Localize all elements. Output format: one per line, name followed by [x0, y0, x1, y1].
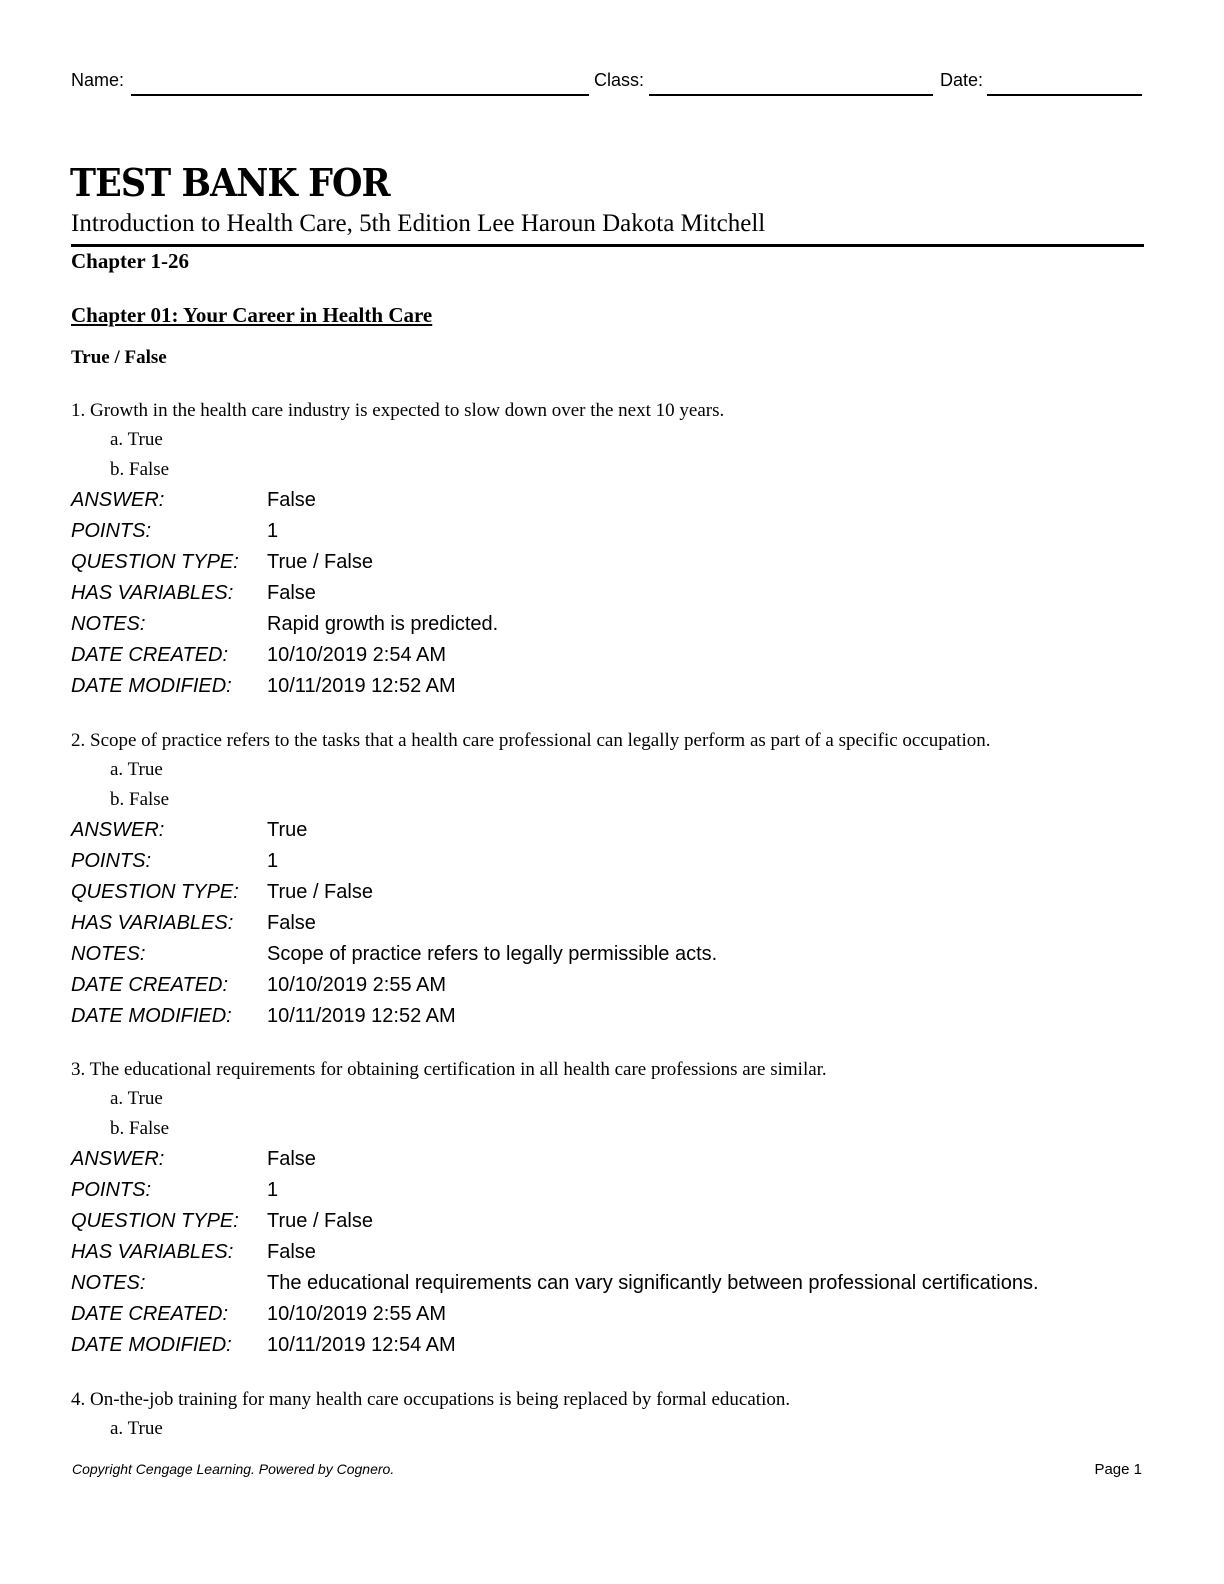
points-row — [71, 516, 1171, 547]
points-value: 1 — [267, 1179, 279, 1201]
choice-a: a. True — [110, 1418, 163, 1439]
answer-label: ANSWER: — [71, 489, 165, 511]
question-type-row — [71, 1206, 1171, 1237]
choice-b: b. False — [110, 459, 170, 480]
chapter-heading: Chapter 01: Your Career in Health Care — [71, 303, 433, 327]
answer-value: False — [267, 1148, 316, 1170]
has-variables-value: False — [267, 912, 316, 934]
date-blank-line — [987, 94, 1142, 96]
points-row — [71, 1175, 1171, 1206]
has-variables-label: HAS VARIABLES: — [71, 1241, 234, 1263]
class-blank-line — [649, 94, 933, 96]
question-type-label: QUESTION TYPE: — [71, 1210, 239, 1232]
class-field[interactable] — [594, 70, 644, 91]
notes-value: Scope of practice refers to legally permissible acts. — [267, 943, 718, 965]
points-label: POINTS: — [71, 850, 152, 872]
answer-value: False — [267, 489, 316, 511]
date-modified-row — [71, 1001, 1171, 1032]
has-variables-row — [71, 578, 1171, 609]
question-type-row — [71, 547, 1171, 578]
date-modified-label: DATE MODIFIED: — [71, 675, 232, 697]
question-type-value: True / False — [267, 881, 373, 903]
notes-label: NOTES: — [71, 943, 146, 965]
has-variables-label: HAS VARIABLES: — [71, 582, 234, 604]
question-type-row — [71, 877, 1171, 908]
page-number: Page 1 — [1094, 1461, 1142, 1478]
date-modified-label: DATE MODIFIED: — [71, 1005, 232, 1027]
notes-value: Rapid growth is predicted. — [267, 613, 499, 635]
date-created-value: 10/10/2019 2:55 AM — [267, 1303, 447, 1325]
notes-label: NOTES: — [71, 1272, 146, 1294]
question-2 — [71, 726, 1171, 1032]
notes-row — [71, 609, 1171, 640]
points-value: 1 — [267, 520, 279, 542]
choice-a: a. True — [110, 429, 163, 450]
name-blank-line — [131, 94, 589, 96]
date-created-label: DATE CREATED: — [71, 974, 229, 996]
date-created-row — [71, 1299, 1171, 1330]
question-type-label: QUESTION TYPE: — [71, 881, 239, 903]
footer-copyright: Copyright Cengage Learning. Powered by Cognero. — [72, 1461, 395, 1477]
points-label: POINTS: — [71, 1179, 152, 1201]
question-1 — [71, 396, 1171, 702]
question-text: 3. The educational requirements for obtaining certification in all health care professions are similar. — [71, 1059, 827, 1080]
date-created-label: DATE CREATED: — [71, 644, 229, 666]
answer-row — [71, 485, 1171, 516]
question-section-type: True / False — [71, 347, 167, 368]
answer-row — [71, 815, 1171, 846]
date-modified-label: DATE MODIFIED: — [71, 1334, 232, 1356]
points-label: POINTS: — [71, 520, 152, 542]
choice-b: b. False — [110, 1118, 170, 1139]
answer-label: ANSWER: — [71, 1148, 165, 1170]
question-type-value: True / False — [267, 1210, 373, 1232]
notes-value: The educational requirements can vary significantly between professional certifications. — [267, 1272, 1039, 1294]
student-info-row — [71, 70, 1143, 98]
date-created-row — [71, 640, 1171, 671]
notes-row — [71, 1268, 1171, 1299]
answer-row — [71, 1144, 1171, 1175]
points-row — [71, 846, 1171, 877]
date-field[interactable] — [940, 70, 983, 91]
class-label: Class: — [594, 70, 645, 90]
date-created-label: DATE CREATED: — [71, 1303, 229, 1325]
notes-row — [71, 939, 1171, 970]
question-3 — [71, 1055, 1171, 1361]
date-modified-row — [71, 1330, 1171, 1361]
date-modified-value: 10/11/2019 12:52 AM — [267, 1005, 456, 1027]
question-text: 1. Growth in the health care industry is expected to slow down over the next 10 years. — [71, 400, 725, 421]
date-modified-value: 10/11/2019 12:52 AM — [267, 675, 456, 697]
name-field[interactable] — [71, 70, 124, 91]
name-label: Name: — [71, 70, 125, 90]
question-type-label: QUESTION TYPE: — [71, 551, 239, 573]
answer-label: ANSWER: — [71, 819, 165, 841]
has-variables-value: False — [267, 1241, 316, 1263]
document-title: TEST BANK FOR — [70, 160, 390, 205]
date-label: Date: — [940, 70, 984, 90]
notes-label: NOTES: — [71, 613, 146, 635]
answer-value: True — [267, 819, 308, 841]
has-variables-value: False — [267, 582, 316, 604]
points-value: 1 — [267, 850, 279, 872]
question-text: 4. On-the-job training for many health care occupations is being replaced by formal education. — [71, 1389, 791, 1410]
date-created-value: 10/10/2019 2:55 AM — [267, 974, 447, 996]
date-modified-value: 10/11/2019 12:54 AM — [267, 1334, 456, 1356]
choice-b: b. False — [110, 789, 170, 810]
date-created-value: 10/10/2019 2:54 AM — [267, 644, 447, 666]
date-modified-row — [71, 671, 1171, 702]
choice-a: a. True — [110, 759, 163, 780]
chapters-range: Chapter 1-26 — [71, 249, 190, 273]
date-created-row — [71, 970, 1171, 1001]
question-4 — [71, 1385, 1171, 1444]
book-subtitle: Introduction to Health Care, 5th Edition Lee Haroun Dakota Mitchell — [71, 210, 1144, 247]
choice-a: a. True — [110, 1088, 163, 1109]
has-variables-row — [71, 1237, 1171, 1268]
question-text: 2. Scope of practice refers to the tasks that a health care professional can legally perform as part of a specific occupation. — [71, 730, 991, 751]
question-type-value: True / False — [267, 551, 373, 573]
has-variables-label: HAS VARIABLES: — [71, 912, 234, 934]
has-variables-row — [71, 908, 1171, 939]
